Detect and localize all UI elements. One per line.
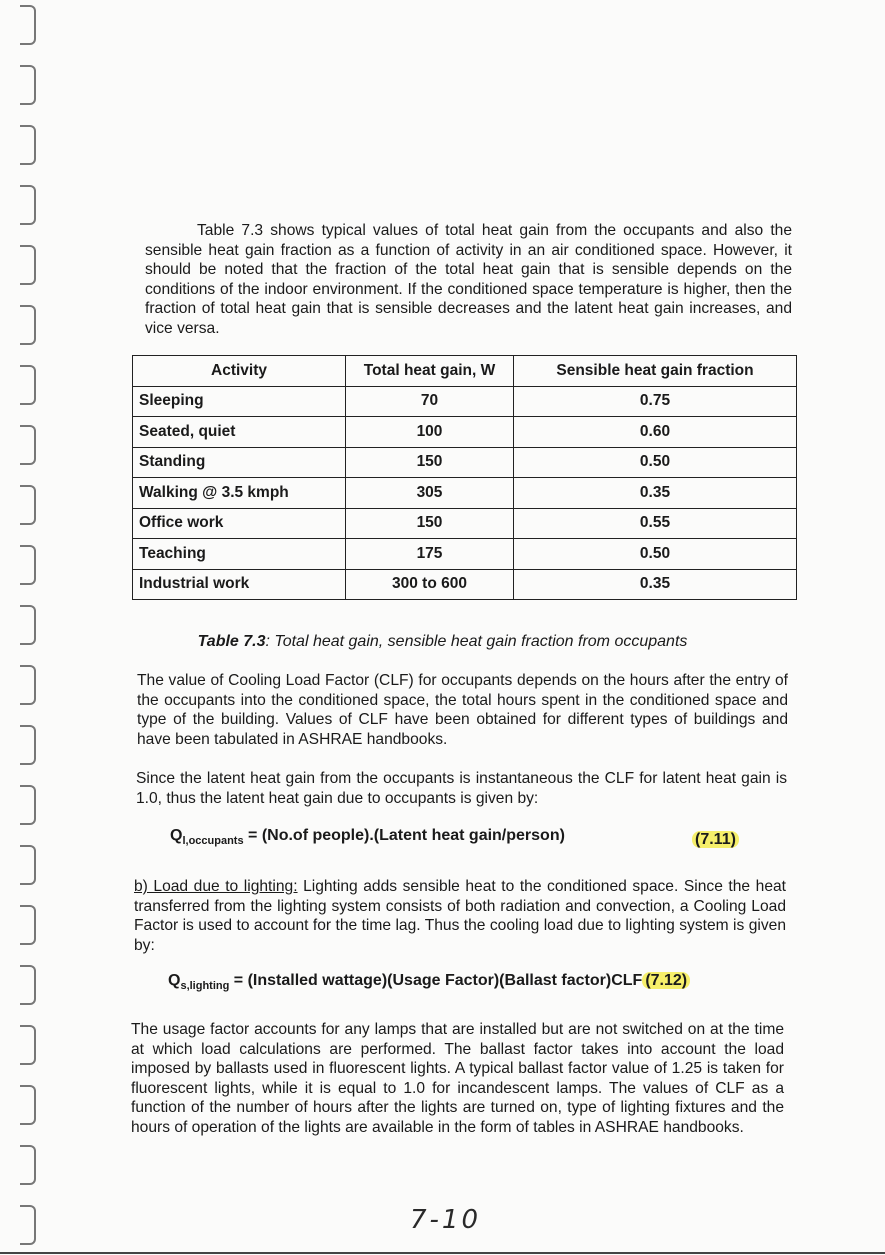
- binder-ring: [20, 665, 36, 705]
- sensible-fraction-cell: 0.35: [514, 478, 797, 509]
- eq1-lhs: Q: [170, 827, 183, 844]
- activity-cell: Standing: [133, 447, 346, 478]
- eq2-lhs-subscript: s,lighting: [180, 980, 230, 993]
- total-heat-cell: 100: [346, 417, 514, 448]
- sensible-fraction-cell: 0.50: [514, 539, 797, 570]
- total-heat-cell: 300 to 600: [346, 569, 514, 600]
- table-header-row: [133, 356, 797, 387]
- binder-ring: [20, 785, 36, 825]
- lighting-paragraph: [134, 877, 786, 955]
- binder-ring: [20, 65, 36, 105]
- table-caption: [0, 633, 885, 651]
- binder-ring: [20, 845, 36, 885]
- activity-cell: Sleeping: [133, 386, 346, 417]
- equation-sensible-lighting: [168, 972, 690, 992]
- binder-ring: [20, 965, 36, 1005]
- lighting-heading: b) Load due to lighting:: [134, 878, 298, 895]
- binder-ring: [20, 185, 36, 225]
- eq1-rhs: = (No.of people).(Latent heat gain/person): [243, 827, 565, 844]
- binder-ring: [20, 5, 36, 45]
- binder-ring: [20, 425, 36, 465]
- sensible-fraction-cell: 0.50: [514, 447, 797, 478]
- eq2-lhs: Q: [168, 972, 181, 989]
- binder-ring: [20, 305, 36, 345]
- caption-text: : Total heat gain, sensible heat gain fraction from occupants: [265, 633, 688, 650]
- activity-cell: Teaching: [133, 539, 346, 570]
- activity-cell: Walking @ 3.5 kmph: [133, 478, 346, 509]
- total-heat-cell: 70: [346, 386, 514, 417]
- binder-ring: [20, 1205, 36, 1245]
- table-row: [133, 539, 797, 570]
- usage-factor-paragraph: The usage factor accounts for any lamps that are installed but are not switched on at the time at which load calculations are performed. The ballast factor takes into account the load imposed by ballasts used in fluorescent lights. A typical ballast factor value of 1.25 is taken for fluorescent lights, while it is equal to 1.0 for incandescent lamps. The values of CLF as a function of the number of hours after the lights are turned on, type of lighting fixtures and the hours of operation of the lights are available in the form of tables in ASHRAE handbooks.: [131, 1021, 784, 1136]
- total-heat-cell: 175: [346, 539, 514, 570]
- total-heat-cell: 150: [346, 447, 514, 478]
- activity-cell: Industrial work: [133, 569, 346, 600]
- sensible-fraction-cell: 0.35: [514, 569, 797, 600]
- table-row: [133, 417, 797, 448]
- eq1-number: (7.11): [692, 831, 739, 848]
- intro-paragraph: Table 7.3 shows typical values of total heat gain from the occupants and also the sensible heat gain fraction as a function of activity in an air conditioned space. However, it should be noted that the fraction of the total heat gain that is sensible depends on the conditions of the indoor environment. If the conditioned space temperature is higher, then the fraction of total heat gain that is sensible decreases and the latent heat gain increases, and vice versa.: [145, 222, 792, 337]
- binder-ring: [20, 125, 36, 165]
- latent-paragraph: Since the latent heat gain from the occupants is instantaneous the CLF for latent heat gain is 1.0, thus the latent heat gain due to occupants is given by:: [136, 770, 787, 807]
- clf-paragraph: The value of Cooling Load Factor (CLF) for occupants depends on the hours after the entry of the occupants into the conditioned space, the total hours spent in the conditioned space and type of the building. Values of CLF have been obtained for different types of buildings and have been tabulated in ASHRAE handbooks.: [137, 672, 788, 748]
- table-row: [133, 447, 797, 478]
- equation-latent-occupants: [170, 827, 565, 847]
- binder-ring: [20, 725, 36, 765]
- binder-ring: [20, 905, 36, 945]
- table-row: [133, 386, 797, 417]
- binder-ring: [20, 1145, 36, 1185]
- sensible-fraction-cell: 0.75: [514, 386, 797, 417]
- column-header-total-heat-gain: Total heat gain, W: [346, 356, 514, 387]
- column-header-sensible-fraction: Sensible heat gain fraction: [514, 356, 797, 387]
- page-number: 7-10: [410, 1205, 482, 1235]
- sensible-fraction-cell: 0.60: [514, 417, 797, 448]
- binder-ring: [20, 1085, 36, 1125]
- binder-ring: [20, 245, 36, 285]
- total-heat-cell: 150: [346, 508, 514, 539]
- table-row: [133, 569, 797, 600]
- page-bottom-edge: [0, 1252, 885, 1254]
- sensible-fraction-cell: 0.55: [514, 508, 797, 539]
- binder-ring: [20, 485, 36, 525]
- eq2-rhs: = (Installed wattage)(Usage Factor)(Ballast factor)CLF: [229, 972, 643, 989]
- eq1-lhs-subscript: l,occupants: [182, 835, 244, 848]
- heat-gain-table: [132, 355, 797, 600]
- eq2-number: (7.12): [642, 972, 690, 989]
- binder-ring: [20, 365, 36, 405]
- total-heat-cell: 305: [346, 478, 514, 509]
- activity-cell: Seated, quiet: [133, 417, 346, 448]
- binder-rings: [20, 0, 40, 1255]
- activity-cell: Office work: [133, 508, 346, 539]
- column-header-activity: Activity: [133, 356, 346, 387]
- binder-ring: [20, 1025, 36, 1065]
- table-row: [133, 478, 797, 509]
- table-row: [133, 508, 797, 539]
- lighting-text: Lighting adds sensible heat to the conditioned space. Since the heat transferred from the lighting system consists of both radiation and convection, a Cooling Load Factor is used to account for the time lag. Thus the cooling load due to lighting system is given by:: [134, 878, 786, 954]
- equation-number-7-11: [692, 831, 739, 849]
- binder-ring: [20, 545, 36, 585]
- caption-label: Table 7.3: [197, 633, 266, 650]
